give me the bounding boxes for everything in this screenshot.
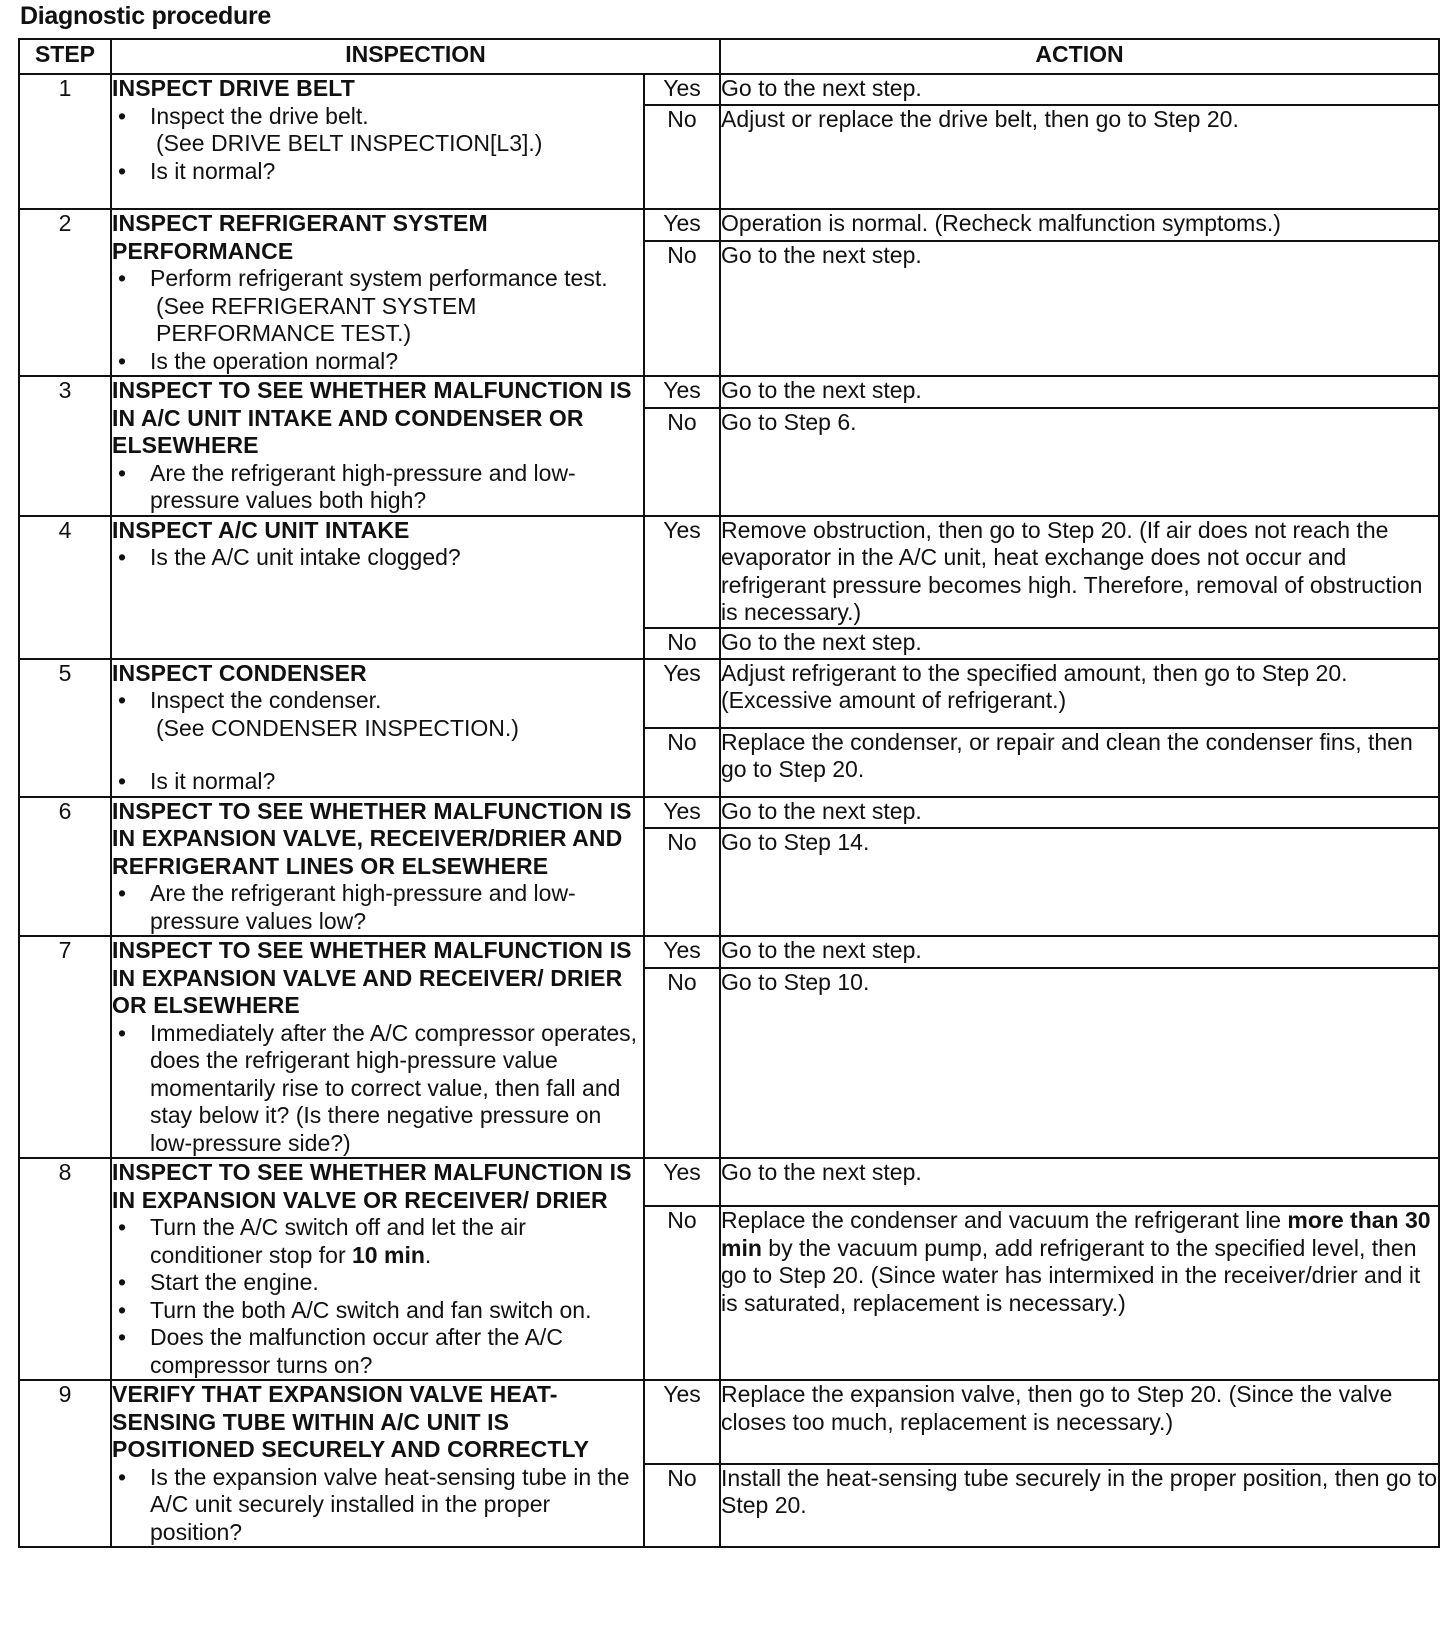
no-label: No [644, 828, 720, 936]
bullet-item: • Turn the A/C switch off and let the air conditioner stop for 10 min. [112, 1214, 643, 1269]
no-label: No [644, 728, 720, 797]
no-action: Go to Step 10. [720, 968, 1439, 1158]
yes-action: Operation is normal. (Recheck malfunction symptoms.) [720, 209, 1439, 241]
bullet-item: • Turn the both A/C switch and fan switch on. [112, 1297, 643, 1325]
no-action: Adjust or replace the drive belt, then go to Step 20. [720, 105, 1439, 209]
yes-action: Remove obstruction, then go to Step 20. (If air does not reach the evaporator in the A/C unit, heat exchange does not occur and refrigerant pressure becomes high. Therefore, removal of obstruction is necessary.) [720, 516, 1439, 628]
no-label: No [644, 1464, 720, 1548]
step-row-2 [19, 209, 1439, 376]
step-number: 4 [19, 516, 111, 659]
yes-action: Go to the next step. [720, 936, 1439, 968]
bullet-item: • Are the refrigerant high-pressure and low-pressure values low? [112, 880, 643, 935]
step-number: 9 [19, 1380, 111, 1547]
yes-action: Replace the expansion valve, then go to Step 20. (Since the valve closes too much, replacement is necessary.) [720, 1380, 1439, 1464]
yes-label: Yes [644, 1158, 720, 1206]
document-title: Diagnostic procedure [20, 2, 271, 30]
inspection-cell [111, 376, 644, 516]
bullet-item: • Is the A/C unit intake clogged? [112, 544, 643, 572]
step-row-1 [19, 74, 1439, 209]
reference-note: (See CONDENSER INSPECTION.) [156, 714, 519, 741]
bullet-item: • Start the engine. [112, 1269, 643, 1297]
step-row-5 [19, 659, 1439, 797]
inspection-title: INSPECT TO SEE WHETHER MALFUNCTION IS IN A/C UNIT INTAKE AND CONDENSER OR ELSEWHERE [112, 377, 632, 458]
no-action: Go to Step 6. [720, 408, 1439, 516]
no-action: Install the heat-sensing tube securely in the proper position, then go to Step 20. [720, 1464, 1439, 1548]
yes-label: Yes [644, 936, 720, 968]
duration-emphasis: more than 30 min [721, 1207, 1431, 1261]
step-row-3 [19, 376, 1439, 516]
no-action: Go to the next step. [720, 628, 1439, 659]
yes-action: Go to the next step. [720, 376, 1439, 408]
yes-label: Yes [644, 659, 720, 728]
reference-note: (See REFRIGERANT SYSTEM PERFORMANCE TEST.) [156, 292, 477, 346]
inspection-title: INSPECT REFRIGERANT SYSTEM PERFORMANCE [112, 210, 488, 264]
bullet-item: • Are the refrigerant high-pressure and low-pressure values both high? [112, 460, 643, 515]
inspection-cell [111, 209, 644, 376]
no-action: Replace the condenser and vacuum the refrigerant line more than 30 min by the vacuum pump, add refrigerant to the specified level, then go to Step 20. (Since water has intermixed in the receiver/drier and it is saturated, replacement is necessary.) [720, 1206, 1439, 1380]
inspection-title: INSPECT CONDENSER [112, 659, 367, 686]
duration-emphasis: 10 min [352, 1241, 425, 1268]
yes-label: Yes [644, 74, 720, 105]
bullet-item: • Is the operation normal? [112, 348, 643, 376]
inspection-title: INSPECT DRIVE BELT [112, 75, 355, 101]
inspection-title: VERIFY THAT EXPANSION VALVE HEAT-SENSING TUBE WITHIN A/C UNIT IS POSITIONED SECURELY AND CORRECTLY [112, 1381, 590, 1462]
inspection-cell [111, 659, 644, 797]
inspection-cell [111, 516, 644, 659]
no-action: Go to the next step. [720, 241, 1439, 376]
step-row-6 [19, 797, 1439, 937]
inspection-title: INSPECT TO SEE WHETHER MALFUNCTION IS IN EXPANSION VALVE AND RECEIVER/ DRIER OR ELSEWHERE [112, 937, 632, 1018]
step-number: 8 [19, 1158, 111, 1380]
step-number: 3 [19, 376, 111, 516]
inspection-title: INSPECT TO SEE WHETHER MALFUNCTION IS IN EXPANSION VALVE OR RECEIVER/ DRIER [112, 1159, 632, 1213]
no-label: No [644, 1206, 720, 1380]
no-label: No [644, 241, 720, 376]
yes-action: Adjust refrigerant to the specified amount, then go to Step 20. (Excessive amount of refrigerant.) [720, 659, 1439, 728]
yes-action: Go to the next step. [720, 1158, 1439, 1206]
yes-action: Go to the next step. [720, 74, 1439, 105]
inspection-cell [111, 1380, 644, 1547]
no-label: No [644, 105, 720, 209]
yes-label: Yes [644, 516, 720, 628]
step-number: 2 [19, 209, 111, 376]
inspection-cell [111, 936, 644, 1158]
diagnostic-procedure-table [18, 38, 1440, 1548]
step-row-8 [19, 1158, 1439, 1380]
yes-label: Yes [644, 797, 720, 829]
bullet-item: • Does the malfunction occur after the A/C compressor turns on? [112, 1324, 643, 1379]
no-label: No [644, 408, 720, 516]
bullet-item: • Inspect the condenser. [112, 687, 643, 715]
bullet-item: • Is it normal? [112, 768, 643, 796]
bullet-item: • Perform refrigerant system performance test. [112, 265, 643, 293]
action-column-header: ACTION [720, 39, 1439, 74]
step-row-9 [19, 1380, 1439, 1547]
bullet-item: • Inspect the drive belt. [112, 103, 643, 131]
inspection-title: INSPECT TO SEE WHETHER MALFUNCTION IS IN EXPANSION VALVE, RECEIVER/DRIER AND REFRIGERANT LINES OR ELSEWHERE [112, 797, 632, 879]
yes-label: Yes [644, 209, 720, 241]
no-action: Go to Step 14. [720, 828, 1439, 936]
bullet-item: • Immediately after the A/C compressor operates, does the refrigerant high-pressure value momentarily rise to correct value, then fall and stay below it? (Is there negative pressure on low-pressure side?) [112, 1020, 643, 1158]
inspection-bullets [112, 103, 643, 131]
step-number: 6 [19, 797, 111, 937]
inspection-cell [111, 797, 644, 937]
inspection-column-header: INSPECTION [111, 39, 720, 74]
no-label: No [644, 968, 720, 1158]
inspection-cell [111, 74, 644, 209]
yes-label: Yes [644, 376, 720, 408]
step-row-7 [19, 936, 1439, 1158]
inspection-title: INSPECT A/C UNIT INTAKE [112, 516, 410, 543]
step-column-header: STEP [19, 39, 111, 74]
yes-action: Go to the next step. [720, 797, 1439, 829]
step-number: 5 [19, 659, 111, 797]
table-header-row [19, 39, 1439, 74]
no-action: Replace the condenser, or repair and clean the condenser fins, then go to Step 20. [720, 728, 1439, 797]
step-number: 7 [19, 936, 111, 1158]
step-number: 1 [19, 74, 111, 209]
no-label: No [644, 628, 720, 659]
yes-label: Yes [644, 1380, 720, 1464]
reference-note: (See DRIVE BELT INSPECTION[L3].) [156, 130, 543, 156]
bullet-item: • Is it normal? [112, 158, 643, 186]
bullet-item: • Is the expansion valve heat-sensing tube in the A/C unit securely installed in the proper position? [112, 1464, 643, 1547]
step-row-4 [19, 516, 1439, 659]
inspection-cell [111, 1158, 644, 1380]
